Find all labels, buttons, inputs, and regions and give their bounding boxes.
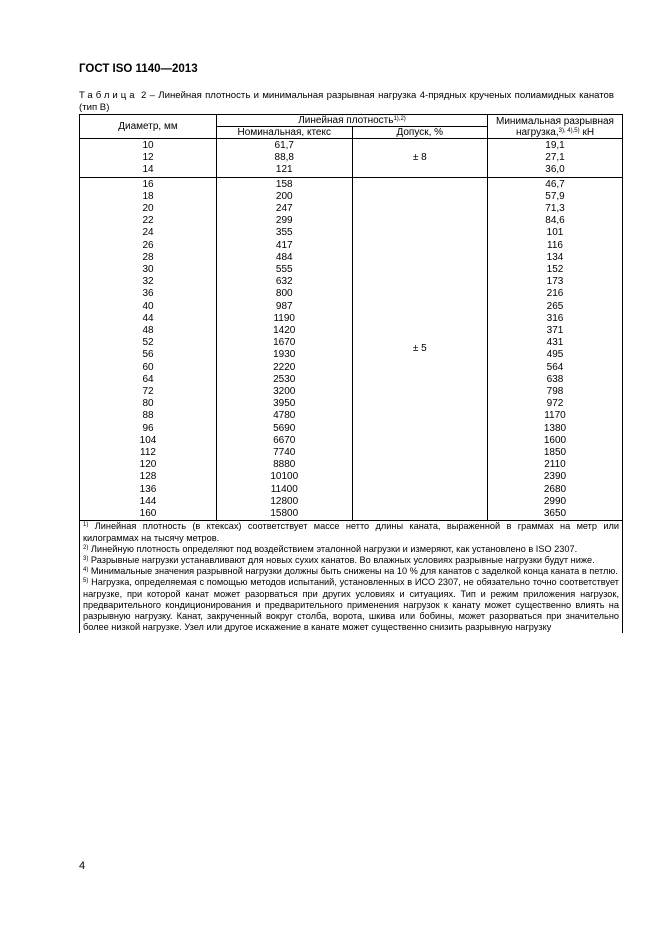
cell-nominal: 6670 (217, 435, 353, 447)
cell-nominal: 299 (217, 215, 353, 227)
cell-min-load: 116 (488, 240, 623, 252)
cell-min-load: 19,1 (488, 139, 623, 153)
cell-nominal: 3950 (217, 398, 353, 410)
cell-min-load: 134 (488, 252, 623, 264)
table-row (80, 215, 623, 227)
footnote-mark: 2) (83, 544, 89, 551)
cell-tolerance: ± 8 (352, 139, 488, 178)
cell-min-load: 2680 (488, 484, 623, 496)
table-row (80, 240, 623, 252)
cell-diameter: 40 (80, 301, 217, 313)
cell-diameter: 96 (80, 423, 217, 435)
cell-min-load: 265 (488, 301, 623, 313)
footnote (83, 544, 619, 555)
cell-min-load: 798 (488, 386, 623, 398)
cell-diameter: 24 (80, 227, 217, 239)
header-linear-density (217, 115, 488, 127)
table-row (80, 177, 623, 191)
footnote-text: Линейная плотность (в ктексах) соответствует массе нетто длины каната, выраженной в граммах на метр или килограммах на тысячу метров. (83, 521, 619, 543)
table-row (80, 313, 623, 325)
cell-diameter: 16 (80, 177, 217, 191)
cell-nominal: 158 (217, 177, 353, 191)
cell-diameter: 18 (80, 191, 217, 203)
footnote (83, 566, 619, 577)
cell-nominal: 3200 (217, 386, 353, 398)
header-min-load (488, 115, 623, 139)
cell-diameter: 26 (80, 240, 217, 252)
cell-nominal: 1190 (217, 313, 353, 325)
table-row (80, 252, 623, 264)
cell-min-load: 431 (488, 337, 623, 349)
cell-nominal: 121 (217, 164, 353, 177)
cell-nominal: 417 (217, 240, 353, 252)
table-row (80, 496, 623, 508)
footnote-mark: 3) (83, 555, 89, 562)
cell-diameter: 88 (80, 410, 217, 422)
table-row (80, 459, 623, 471)
header-diameter: Диаметр, мм (80, 115, 217, 139)
cell-nominal: 200 (217, 191, 353, 203)
cell-min-load: 152 (488, 264, 623, 276)
footnote-mark: 5) (83, 578, 89, 585)
cell-diameter: 20 (80, 203, 217, 215)
cell-diameter: 32 (80, 276, 217, 288)
table-row (80, 508, 623, 521)
cell-min-load: 1850 (488, 447, 623, 459)
table-row (80, 471, 623, 483)
header-tolerance: Допуск, % (352, 127, 488, 139)
cell-min-load: 2990 (488, 496, 623, 508)
footnote-text: Линейную плотность определяют под воздействием эталонной нагрузки и измеряют, как установлено в ISO 2307. (90, 543, 578, 554)
footnote-text: Нагрузка, определяемая с помощью методов испытаний, установленных в ИСО 2307, не обязательно точно соответствует нагрузке, при которой канат может разорваться при других условиях и ситуациях. Тип и режим приложения нагрузок, предварительного кондиционирования и предварительного применения нагрузок к канату может существенно влиять на разрывную нагрузку. Канат, закрученный вокруг столба, ворота, шкива или бобины, может разорваться при значительно более низкой нагрузке. Узел или другое искажение в канате может существенно снизить разрывную нагрузку (83, 577, 619, 633)
cell-min-load: 638 (488, 374, 623, 386)
cell-nominal: 800 (217, 288, 353, 300)
cell-min-load: 1380 (488, 423, 623, 435)
cell-nominal: 2530 (217, 374, 353, 386)
cell-nominal: 2220 (217, 362, 353, 374)
cell-min-load: 84,6 (488, 215, 623, 227)
cell-nominal: 10100 (217, 471, 353, 483)
cell-min-load: 101 (488, 227, 623, 239)
table-row (80, 410, 623, 422)
cell-diameter: 52 (80, 337, 217, 349)
cell-min-load: 371 (488, 325, 623, 337)
caption-label: Таблица (79, 90, 138, 101)
cell-diameter: 44 (80, 313, 217, 325)
cell-min-load: 3650 (488, 508, 623, 521)
cell-min-load: 46,7 (488, 177, 623, 191)
table-row (80, 203, 623, 215)
cell-diameter: 112 (80, 447, 217, 459)
cell-nominal: 61,7 (217, 139, 353, 153)
cell-min-load: 71,3 (488, 203, 623, 215)
table-row (80, 264, 623, 276)
footnote (83, 555, 619, 566)
cell-min-load: 216 (488, 288, 623, 300)
cell-diameter: 136 (80, 484, 217, 496)
cell-diameter: 10 (80, 139, 217, 153)
footnote-mark: 4) (83, 567, 89, 574)
page-number: 4 (79, 860, 86, 872)
table-row (80, 484, 623, 496)
table-header (80, 115, 623, 139)
cell-min-load: 1170 (488, 410, 623, 422)
cell-diameter: 28 (80, 252, 217, 264)
notes-cell (80, 521, 623, 634)
caption-number: 2 (140, 90, 147, 101)
cell-nominal: 5690 (217, 423, 353, 435)
footnote-mark: 1) (83, 522, 89, 529)
cell-diameter: 144 (80, 496, 217, 508)
table-row (80, 362, 623, 374)
cell-diameter: 14 (80, 164, 217, 177)
header-min-load-line1: Минимальная разрывная (496, 115, 614, 127)
cell-diameter: 160 (80, 508, 217, 521)
table-row (80, 152, 623, 164)
table-row (80, 435, 623, 447)
table-row (80, 276, 623, 288)
table-row (80, 374, 623, 386)
table-row (80, 164, 623, 177)
cell-min-load: 1600 (488, 435, 623, 447)
table-row (80, 288, 623, 300)
table-body (80, 139, 623, 521)
cell-diameter: 120 (80, 459, 217, 471)
cell-diameter: 22 (80, 215, 217, 227)
header-min-load-line2: нагрузка, (515, 126, 559, 138)
table-notes (80, 521, 623, 634)
cell-nominal: 355 (217, 227, 353, 239)
table-row (80, 349, 623, 361)
cell-diameter: 12 (80, 152, 217, 164)
rope-table (79, 114, 623, 633)
cell-diameter: 30 (80, 264, 217, 276)
cell-min-load: 173 (488, 276, 623, 288)
footnote (83, 521, 619, 543)
header-min-load-unit: кН (582, 126, 595, 138)
header-min-load-sup: 3), 4),5) (558, 127, 580, 134)
document-code: ГОСТ ISO 1140—2013 (79, 63, 198, 75)
footnote-text: Минимальные значения разрывной нагрузки должны быть снижены на 10 % для канатов с заделкой конца каната в петлю. (90, 566, 618, 577)
cell-nominal: 1930 (217, 349, 353, 361)
cell-min-load: 2110 (488, 459, 623, 471)
cell-min-load: 495 (488, 349, 623, 361)
table-row (80, 325, 623, 337)
cell-diameter: 80 (80, 398, 217, 410)
table-row (80, 447, 623, 459)
cell-diameter: 64 (80, 374, 217, 386)
cell-nominal: 15800 (217, 508, 353, 521)
cell-nominal: 632 (217, 276, 353, 288)
cell-diameter: 36 (80, 288, 217, 300)
cell-min-load: 57,9 (488, 191, 623, 203)
cell-tolerance: ± 5 (352, 177, 488, 521)
cell-nominal: 1670 (217, 337, 353, 349)
cell-nominal: 1420 (217, 325, 353, 337)
cell-diameter: 128 (80, 471, 217, 483)
table-row (80, 398, 623, 410)
cell-nominal: 484 (217, 252, 353, 264)
cell-nominal: 12800 (217, 496, 353, 508)
cell-min-load: 972 (488, 398, 623, 410)
table-row (80, 191, 623, 203)
cell-nominal: 7740 (217, 447, 353, 459)
footnote (83, 577, 619, 633)
table-row (80, 227, 623, 239)
table-row (80, 337, 623, 349)
cell-nominal: 4780 (217, 410, 353, 422)
header-linear-density-sup: 1),2) (393, 116, 406, 122)
cell-min-load: 564 (488, 362, 623, 374)
cell-min-load: 2390 (488, 471, 623, 483)
table-row (80, 386, 623, 398)
table-row (80, 301, 623, 313)
table-caption (79, 90, 614, 114)
caption-text: – Линейная плотность и минимальная разрывная нагрузка 4-прядных крученых полиамидных канатов (тип В) (79, 90, 614, 113)
cell-nominal: 88,8 (217, 152, 353, 164)
cell-nominal: 987 (217, 301, 353, 313)
header-linear-density-label: Линейная плотность (298, 115, 394, 126)
cell-nominal: 11400 (217, 484, 353, 496)
cell-diameter: 72 (80, 386, 217, 398)
table-row (80, 423, 623, 435)
cell-nominal: 8880 (217, 459, 353, 471)
cell-diameter: 60 (80, 362, 217, 374)
cell-min-load: 27,1 (488, 152, 623, 164)
cell-min-load: 36,0 (488, 164, 623, 177)
cell-diameter: 104 (80, 435, 217, 447)
table-row (80, 139, 623, 153)
cell-diameter: 56 (80, 349, 217, 361)
cell-diameter: 48 (80, 325, 217, 337)
cell-min-load: 316 (488, 313, 623, 325)
cell-nominal: 247 (217, 203, 353, 215)
footnote-text: Разрывные нагрузки устанавливают для новых сухих канатов. Во влажных условиях разрывные нагрузки будут ниже. (90, 554, 595, 565)
cell-nominal: 555 (217, 264, 353, 276)
header-nominal: Номинальная, ктекс (217, 127, 353, 139)
